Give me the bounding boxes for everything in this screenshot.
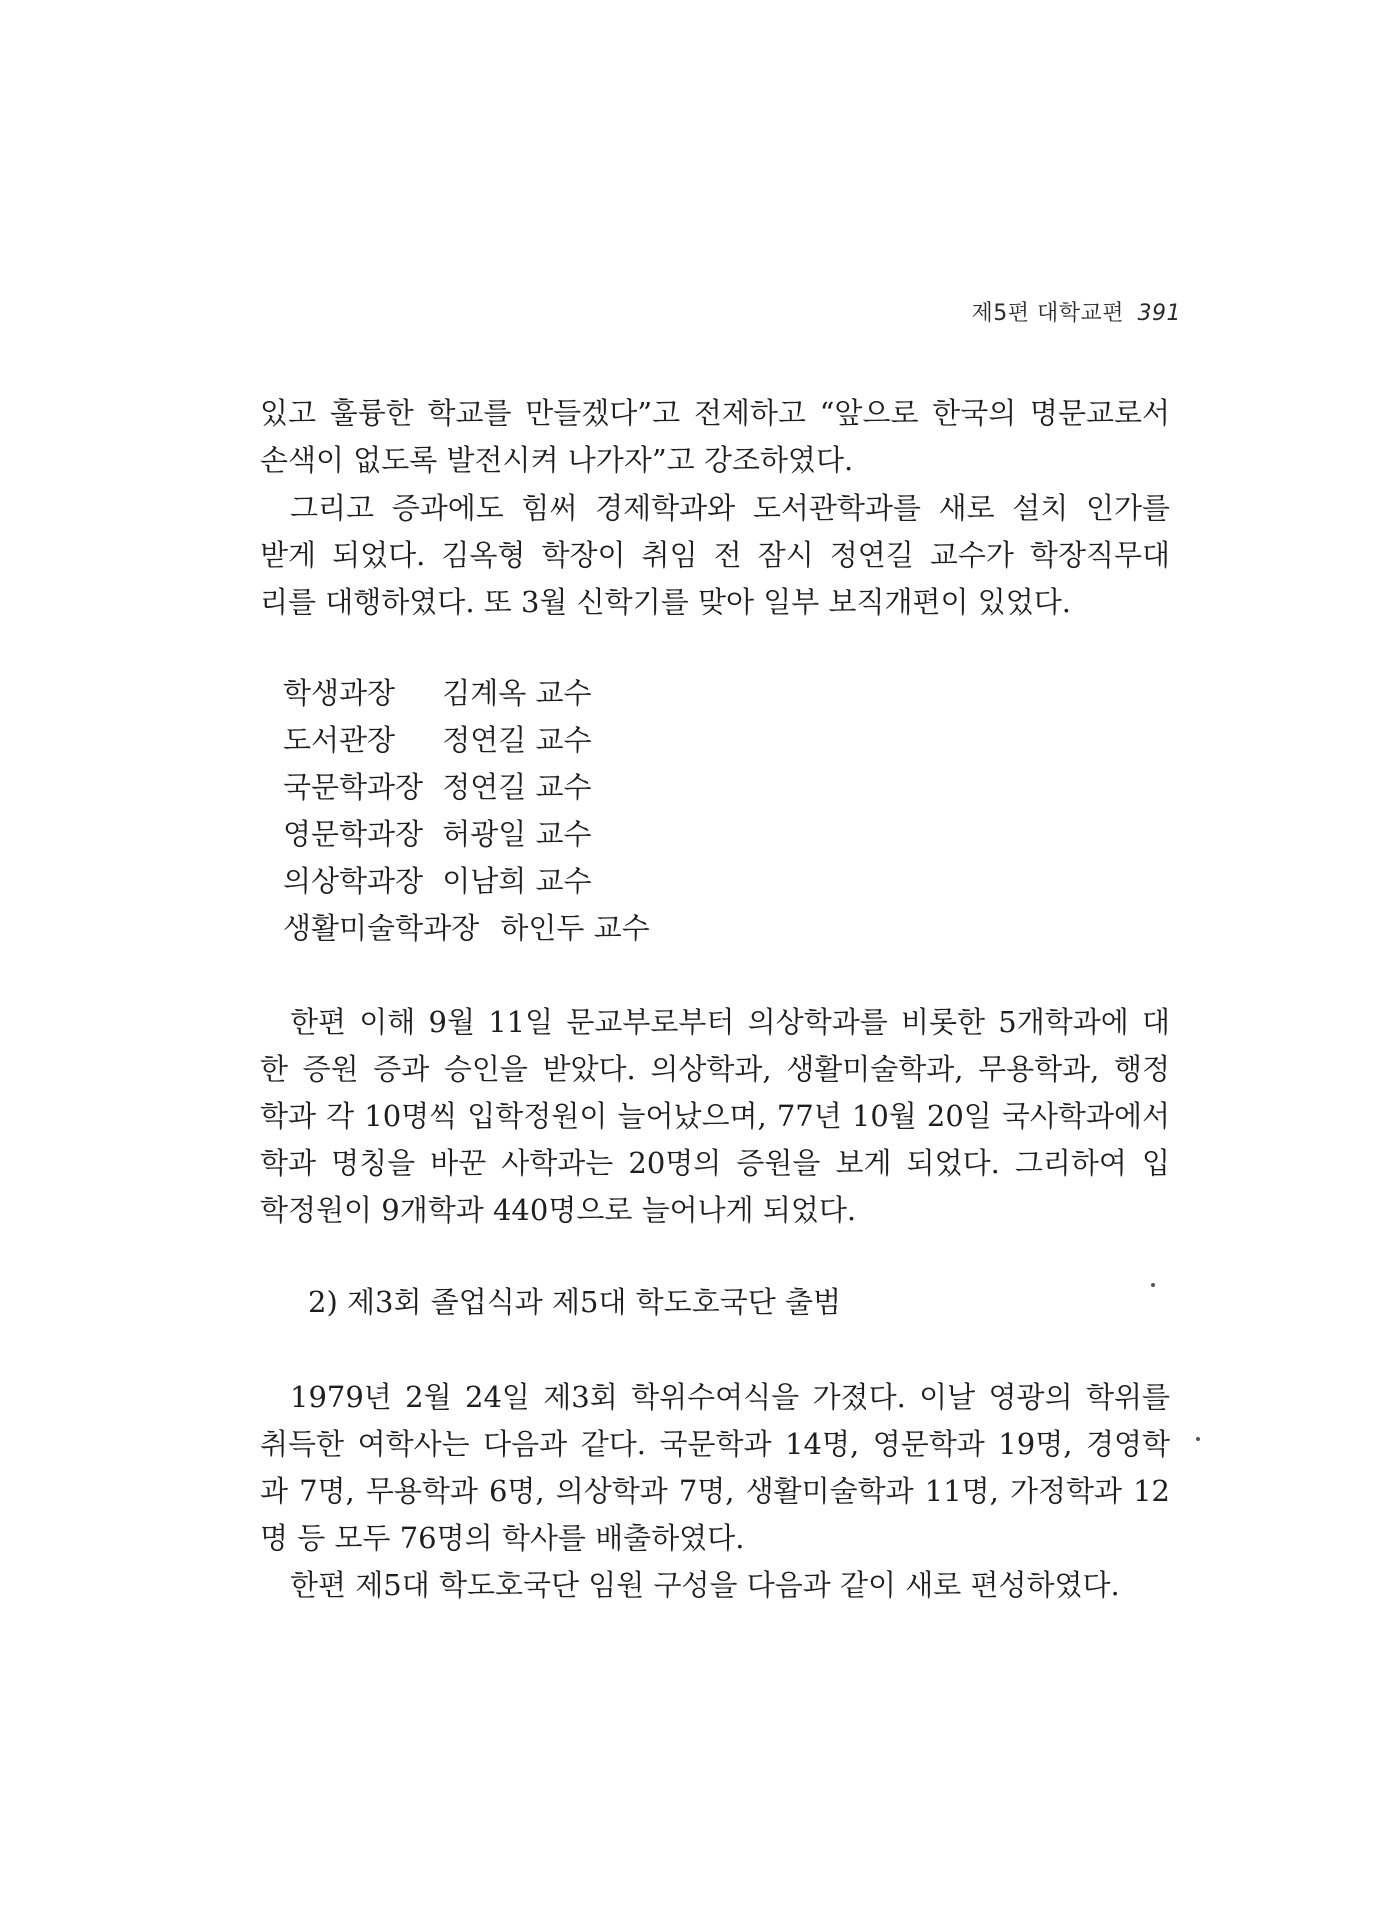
paragraph-line: 한 증원 증과 승인을 받았다. 의상학과, 생활미술학과, 무용학과, 행정 bbox=[260, 1052, 1170, 1086]
staff-role: 의상학과장 bbox=[283, 864, 424, 898]
staff-name: 정연길 교수 bbox=[442, 723, 592, 757]
staff-list-item bbox=[283, 767, 592, 807]
paragraph-line: 한편 제5대 학도호국단 임원 구성을 다음과 같이 새로 편성하였다. bbox=[290, 1568, 1120, 1602]
staff-list-item bbox=[283, 861, 592, 901]
staff-list-item bbox=[283, 673, 592, 713]
paragraph-line: 있고 훌륭한 학교를 만들겠다”고 전제하고 “앞으로 한국의 명문교로서 bbox=[260, 396, 1170, 430]
paragraph-line: 학정원이 9개학과 440명으로 늘어나게 되었다. bbox=[260, 1193, 857, 1227]
running-header bbox=[971, 296, 1181, 327]
staff-role: 생활미술학과장 bbox=[283, 911, 480, 945]
staff-role: 도서관장 bbox=[283, 723, 396, 757]
staff-name: 김계옥 교수 bbox=[442, 676, 592, 710]
page-number: 391 bbox=[1137, 301, 1181, 326]
paragraph-line: 1979년 2월 24일 제3회 학위수여식을 가졌다. 이날 영광의 학위를 bbox=[290, 1380, 1170, 1414]
paragraph-line: 그리고 증과에도 힘써 경제학과와 도서관학과를 새로 설치 인가를 bbox=[290, 491, 1170, 525]
staff-name: 하인두 교수 bbox=[500, 911, 650, 945]
staff-list-item bbox=[283, 908, 650, 948]
section-heading: 2) 제3회 졸업식과 제5대 학도호국단 출범 bbox=[308, 1285, 841, 1319]
scan-speck bbox=[1151, 1283, 1155, 1287]
paragraph-line: 받게 되었다. 김옥형 학장이 취임 전 잠시 정연길 교수가 학장직무대 bbox=[260, 538, 1170, 572]
paragraph-line: 손색이 없도록 발전시켜 나가자”고 강조하였다. bbox=[260, 443, 854, 477]
paragraph-line: 명 등 모두 76명의 학사를 배출하였다. bbox=[260, 1521, 745, 1555]
header-section-title: 제5편 대학교편 bbox=[971, 301, 1124, 326]
staff-role: 영문학과장 bbox=[283, 817, 424, 851]
staff-role: 국문학과장 bbox=[283, 770, 424, 804]
paragraph-line: 한편 이해 9월 11일 문교부로부터 의상학과를 비롯한 5개학과에 대 bbox=[290, 1005, 1170, 1039]
staff-name: 정연길 교수 bbox=[442, 770, 592, 804]
staff-list-item bbox=[283, 720, 592, 760]
staff-role: 학생과장 bbox=[283, 676, 396, 710]
staff-name: 이남희 교수 bbox=[442, 864, 592, 898]
paragraph-line: 리를 대행하였다. 또 3월 신학기를 맞아 일부 보직개편이 있었다. bbox=[260, 585, 1071, 619]
paragraph-line: 학과 명칭을 바꾼 사학과는 20명의 증원을 보게 되었다. 그리하여 입 bbox=[260, 1146, 1170, 1180]
scan-speck bbox=[1196, 1437, 1200, 1441]
staff-name: 허광일 교수 bbox=[442, 817, 592, 851]
paragraph-line: 과 7명, 무용학과 6명, 의상학과 7명, 생활미술학과 11명, 가정학과 12 bbox=[260, 1474, 1170, 1508]
paragraph-line: 학과 각 10명씩 입학정원이 늘어났으며, 77년 10월 20일 국사학과에서 bbox=[260, 1099, 1170, 1133]
paragraph-line: 취득한 여학사는 다음과 같다. 국문학과 14명, 영문학과 19명, 경영학 bbox=[260, 1427, 1170, 1461]
staff-list-item bbox=[283, 814, 592, 854]
